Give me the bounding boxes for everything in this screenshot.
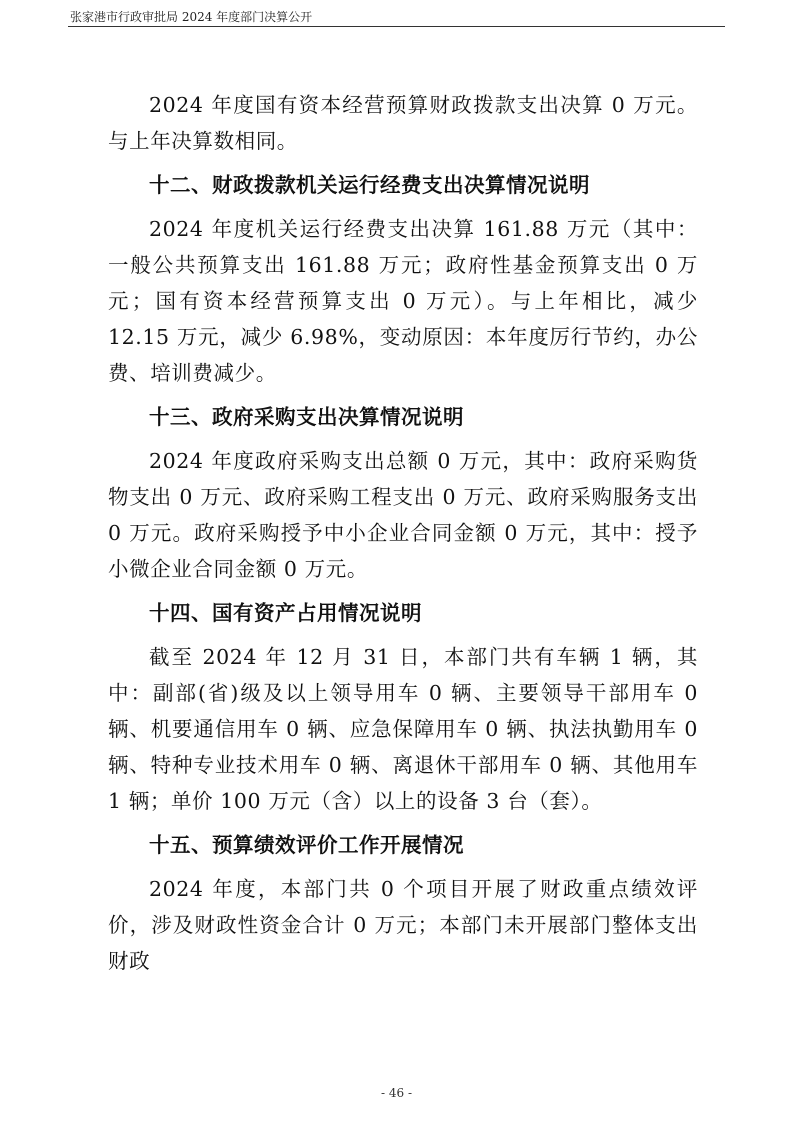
paragraph-performance-evaluation: 2024 年度，本部门共 0 个项目开展了财政重点绩效评价，涉及财政性资金合计 0 万元；本部门未开展部门整体支出财政 — [108, 877, 698, 973]
section-heading-14: 十四、国有资产占用情况说明 — [149, 601, 422, 625]
running-header: 张家港市行政审批局 2024 年度部门决算公开 — [70, 10, 313, 24]
page-number: - 46 - — [380, 1086, 412, 1100]
paragraph-state-capital: 2024 年度国有资本经营预算财政拨款支出决算 0 万元。与上年决算数相同。 — [108, 93, 698, 153]
paragraph-procurement: 2024 年度政府采购支出总额 0 万元，其中：政府采购货物支出 0 万元、政府采购工程支出 0 万元、政府采购服务支出 0 万元。政府采购授予中小企业合同金额 0 万元，其中：授予小微企业合同金额 0 万元。 — [108, 449, 698, 581]
section-heading-13: 十三、政府采购支出决算情况说明 — [149, 405, 464, 429]
paragraph-state-assets: 截至 2024 年 12 月 31 日，本部门共有车辆 1 辆，其中：副部(省)级及以上领导用车 0 辆、主要领导干部用车 0 辆、机要通信用车 0 辆、应急保障用车 0 辆、执法执勤用车 0 辆、特种专业技术用车 0 辆、离退休干部用车 0 辆、其他用车 1 辆；单价 100 万元（含）以上的设备 3 台（套）。 — [108, 645, 698, 813]
header-divider — [68, 26, 725, 27]
section-heading-12: 十二、财政拨款机关运行经费支出决算情况说明 — [149, 173, 590, 197]
section-heading-15: 十五、预算绩效评价工作开展情况 — [149, 833, 464, 857]
paragraph-operating-expenses: 2024 年度机关运行经费支出决算 161.88 万元（其中：一般公共预算支出 161.88 万元；政府性基金预算支出 0 万元；国有资本经营预算支出 0 万元）。与上年相比，减少 12.15 万元，减少 6.98%，变动原因：本年度厉行节约，办公费、培训费减少。 — [108, 217, 698, 385]
document-body — [108, 87, 698, 987]
